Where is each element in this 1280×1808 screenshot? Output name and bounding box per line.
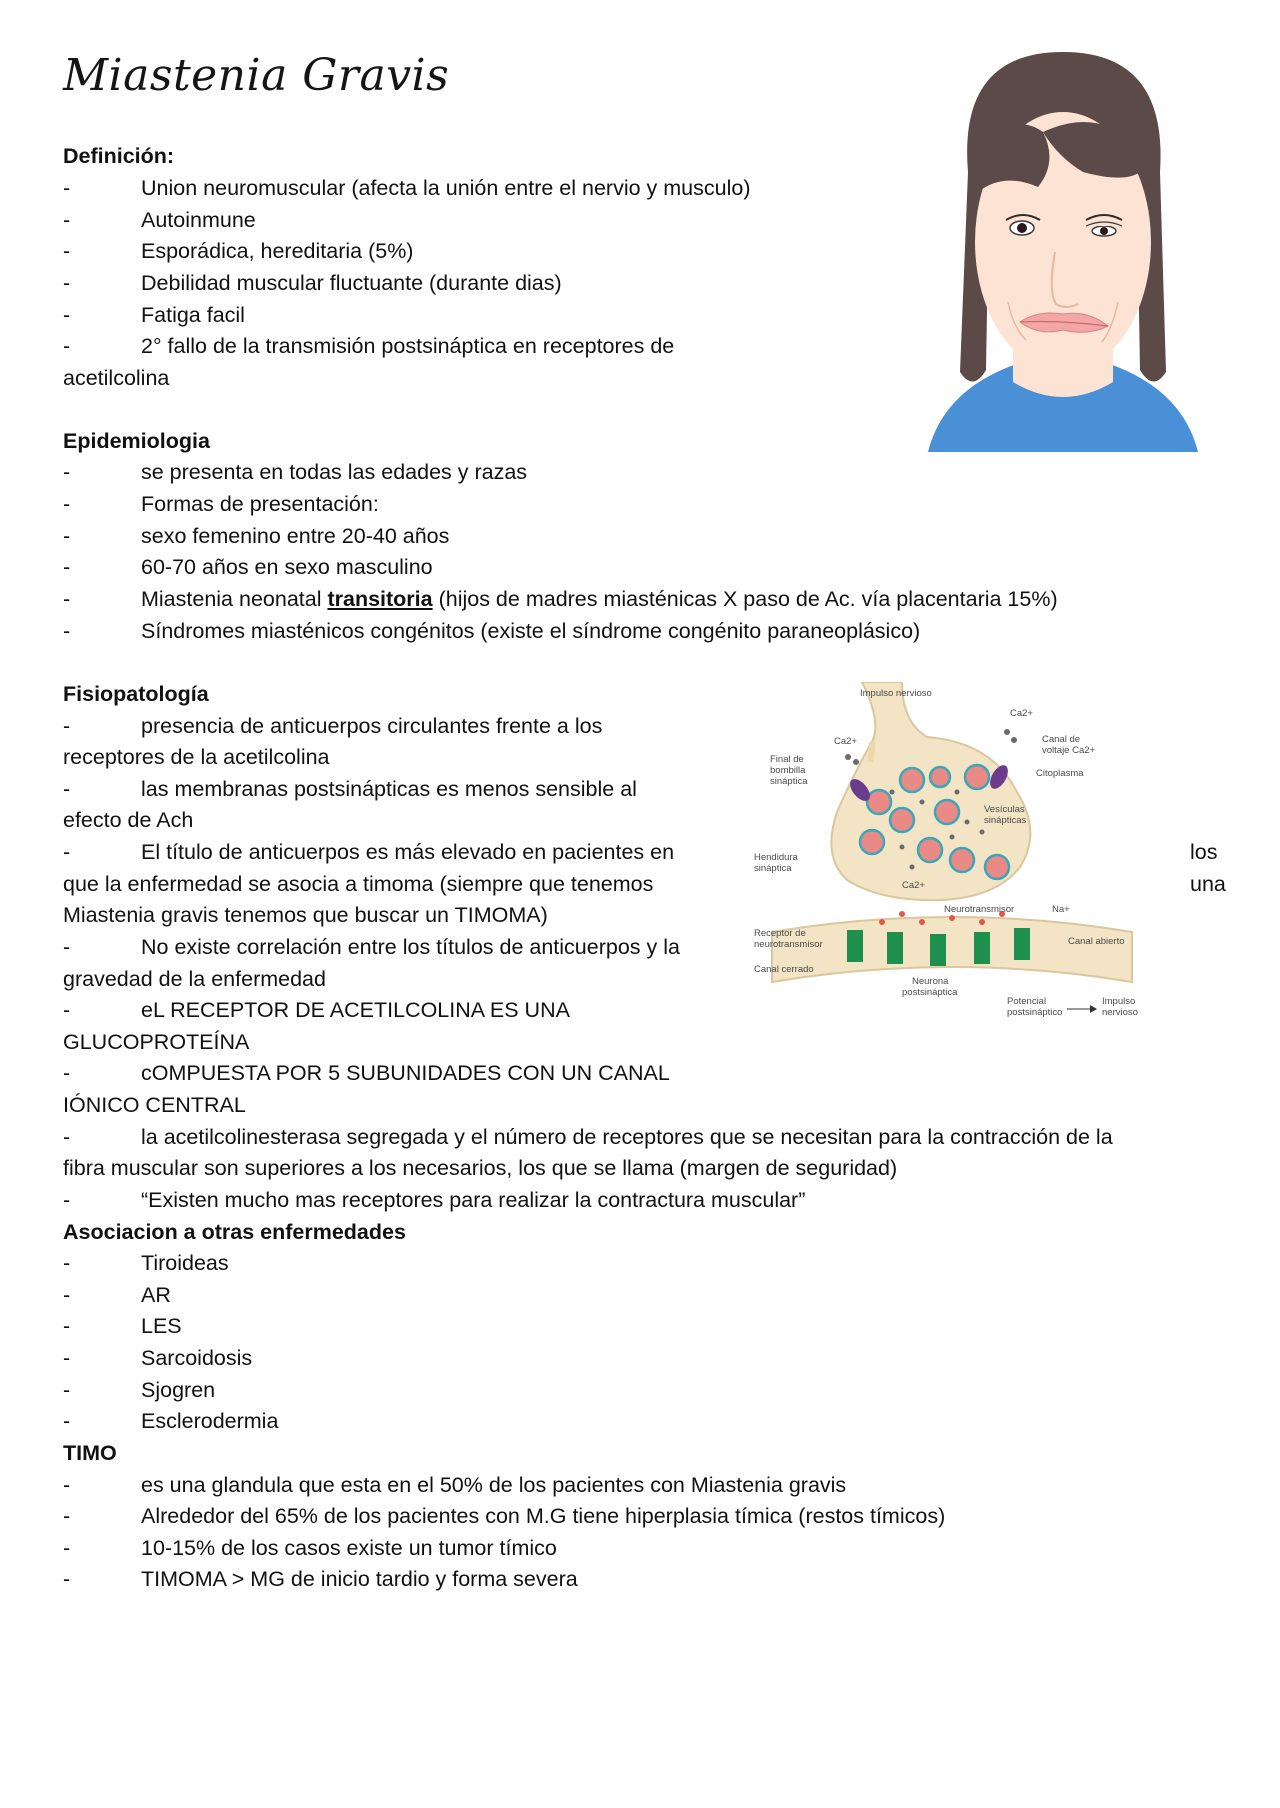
label-potencial-1: Potencial: [1007, 996, 1047, 1007]
label-receptor-2: neurotransmisor: [754, 939, 823, 950]
label-canal-cerrado: Canal cerrado: [754, 964, 814, 975]
label-na: Na+: [1052, 904, 1070, 915]
label-neurotransmisor: Neurotransmisor: [944, 904, 1015, 915]
label-impulso-nervioso: Impulso nervioso: [860, 688, 932, 699]
label-canal-abierto: Canal abierto: [1068, 936, 1125, 947]
list-item-continuation: receptores de la acetilcolina: [63, 745, 330, 769]
wrapped-word-una: una: [1190, 872, 1226, 896]
label-impulso-2b: nervioso: [1102, 1007, 1138, 1018]
label-ca2-bottom: Ca2+: [902, 880, 925, 891]
label-canal-voltaje-2: voltaje Ca2+: [1042, 745, 1096, 756]
heading-fisiopatologia: Fisiopatología: [63, 682, 209, 706]
list-item-continuation: IÓNICO CENTRAL: [63, 1093, 246, 1117]
heading-epidemiologia: Epidemiologia: [63, 429, 210, 453]
label-neurona-2: postsináptica: [902, 987, 958, 998]
heading-asociacion: Asociacion a otras enfermedades: [63, 1220, 406, 1244]
label-impulso-2a: Impulso: [1102, 996, 1136, 1007]
label-ca2-top: Ca2+: [1010, 708, 1033, 719]
label-vesiculas-1: Vesículas: [984, 804, 1025, 815]
patient-face-illustration: [908, 52, 1218, 452]
label-receptor-1: Receptor de: [754, 928, 806, 939]
label-canal-voltaje-1: Canal de: [1042, 734, 1081, 745]
wrapped-word-los: los: [1190, 840, 1218, 864]
label-final-2: bombilla: [770, 765, 806, 776]
label-potencial-2: postsináptico: [1007, 1007, 1063, 1018]
heading-timo: TIMO: [63, 1441, 117, 1465]
label-citoplasma: Citoplasma: [1036, 768, 1084, 779]
heading-definicion: Definición:: [63, 144, 175, 168]
list-item-continuation: acetilcolina: [63, 366, 170, 390]
list-item-continuation: fibra muscular son superiores a los necesarios, los que se llama (margen de seguridad): [63, 1156, 898, 1180]
list-item-continuation: Miastenia gravis tenemos que buscar un TIMOMA): [63, 903, 548, 927]
synapse-diagram: [752, 682, 1152, 1057]
page-title: Miastenia Gravis: [63, 50, 450, 101]
list-item-continuation: GLUCOPROTEÍNA: [63, 1030, 250, 1054]
label-hendidura-1: Hendidura: [754, 852, 798, 863]
label-ca2-left: Ca2+: [834, 736, 857, 747]
label-hendidura-2: sináptica: [754, 863, 792, 874]
label-final-1: Final de: [770, 754, 804, 765]
label-neurona-1: Neurona: [912, 976, 949, 987]
list-item-continuation: efecto de Ach: [63, 808, 194, 832]
list-item-continuation: gravedad de la enfermedad: [63, 967, 326, 991]
underlined-transitoria: transitoria: [327, 587, 433, 611]
list-item-continuation: que la enfermedad se asocia a timoma (siempre que tenemos: [63, 872, 654, 896]
label-vesiculas-2: sinápticas: [984, 815, 1027, 826]
label-final-3: sináptica: [770, 776, 808, 787]
